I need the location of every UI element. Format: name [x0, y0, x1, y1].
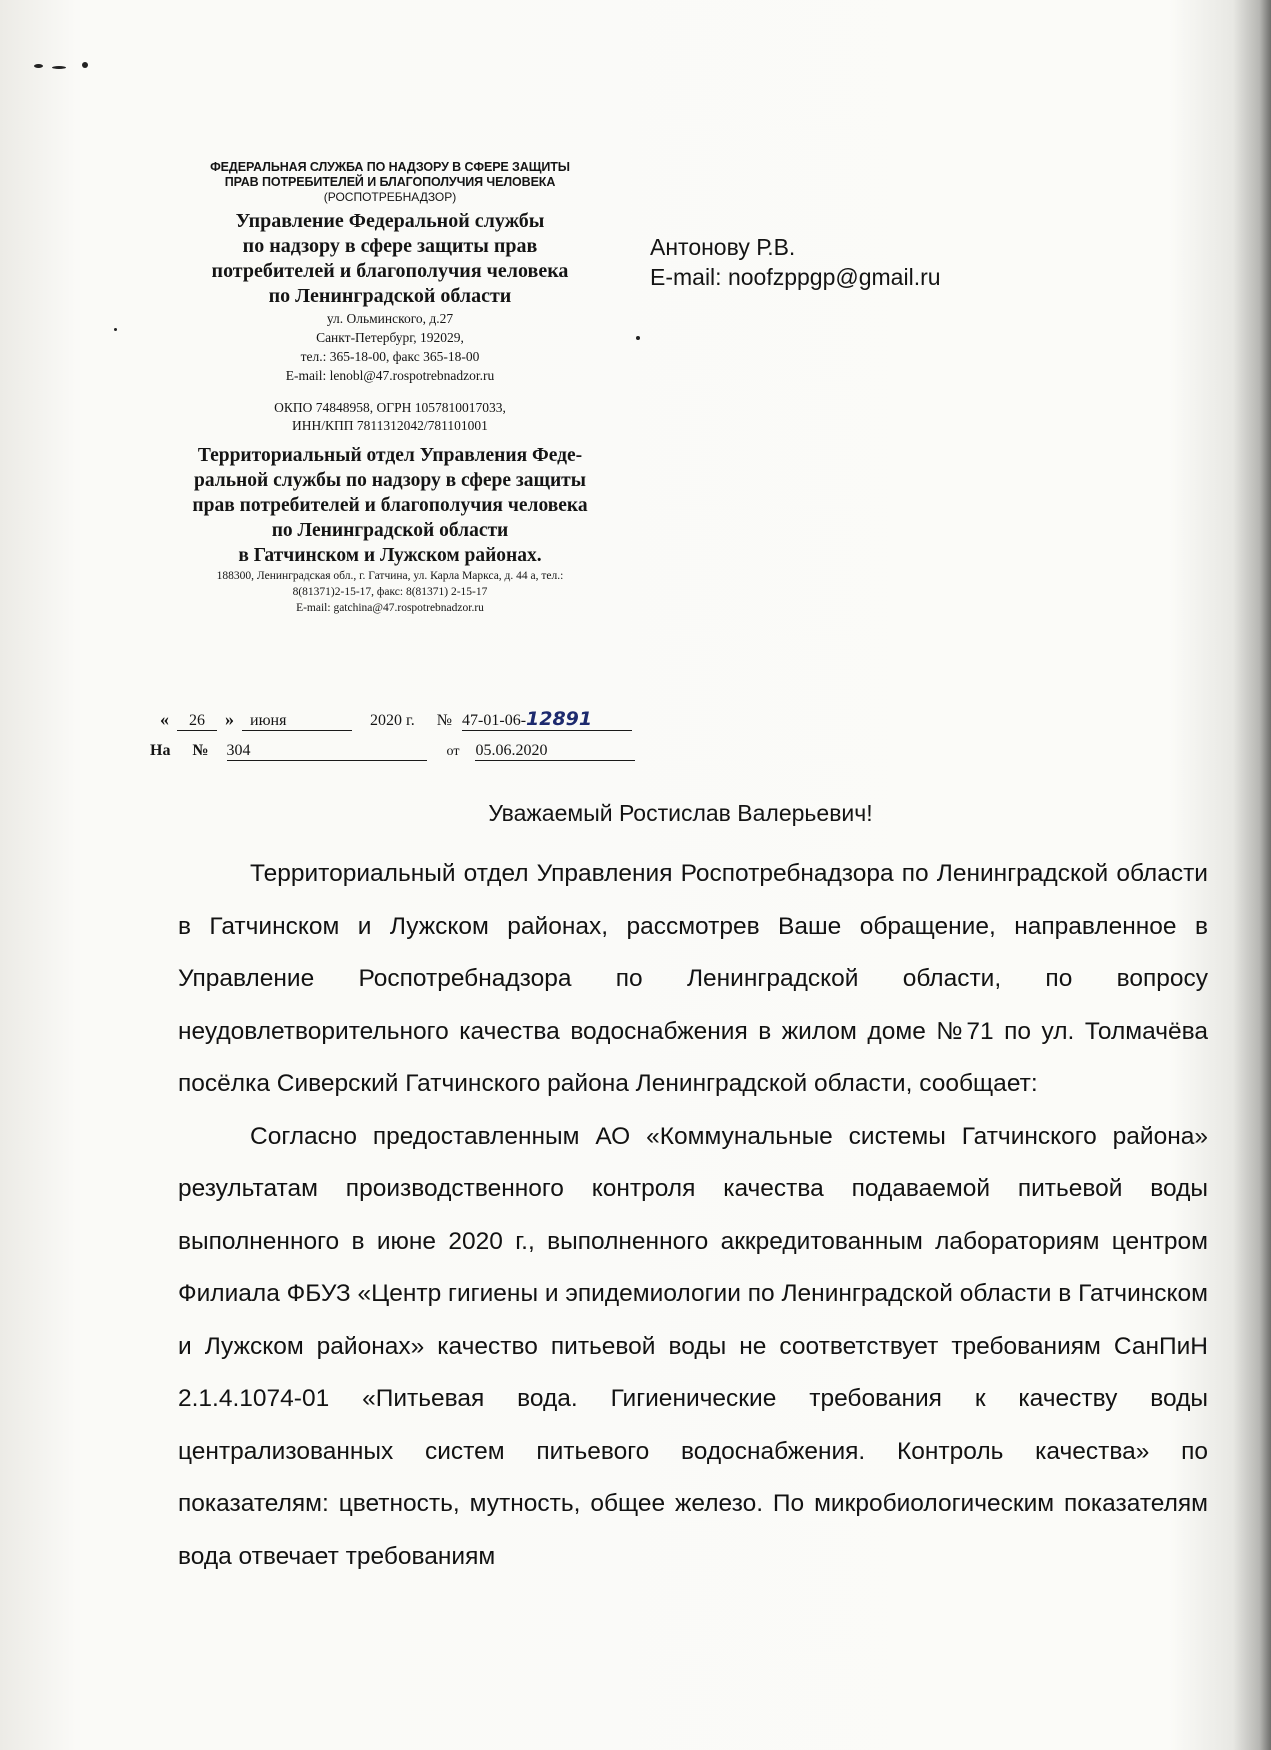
letterhead	[140, 160, 640, 616]
registration-ids	[140, 399, 640, 435]
letter-body	[178, 848, 1208, 1583]
scan-speck	[114, 328, 117, 331]
reference-row	[150, 742, 635, 761]
reference-date: 05.06.2020	[475, 742, 635, 761]
recipient-email: E-mail: noofzppgp@gmail.ru	[650, 264, 941, 290]
outgoing-number-prefix: 47-01-06-	[462, 712, 527, 729]
recipient-block	[650, 232, 941, 292]
reference-number: 304	[227, 742, 427, 761]
dept-line5: в Гатчинском и Лужском районах.	[238, 545, 542, 566]
dept-address-line1: 188300, Ленинградская обл., г. Гатчина, ул. Карла Маркса, д. 44 а, тел.:	[216, 570, 564, 582]
directorate-line4: по Ленинградской области	[268, 285, 512, 307]
recipient-name: Антонову Р.В.	[650, 234, 796, 260]
directorate-line3: потребителей и благополучия человека	[211, 260, 569, 282]
scan-speck	[52, 66, 66, 69]
greeting: Уважаемый Ростислав Валерьевич!	[488, 800, 873, 826]
address-phone: тел.: 365-18-00, факс 365-18-00	[300, 349, 480, 364]
date-quote-close: »	[225, 709, 234, 729]
handwritten-number: 12891	[526, 708, 593, 730]
scan-edge-shadow	[1233, 0, 1271, 1750]
department-name	[140, 443, 640, 568]
department-address	[140, 568, 640, 616]
outgoing-number-label: №	[436, 712, 453, 729]
agency-name-line2: ПРАВ ПОТРЕБИТЕЛЕЙ И БЛАГОПОЛУЧИЯ ЧЕЛОВЕКА	[224, 175, 556, 189]
directorate-address	[140, 309, 640, 385]
dept-email: E-mail: gatchina@47.rospotrebnadzor.ru	[296, 602, 484, 614]
body-paragraph-2: Согласно предоставленным АО «Коммунальные системы Гатчинского района» результатам производственного контроля качества подаваемой питьевой воды выполненного в июне 2020 г., выполненного аккредитованным лабораториям центром Филиала ФБУЗ «Центр гигиены и эпидемиологии по Ленинградской области в Гатчинском и Лужском районах» качество питьевой воды не соответствует требованиям СанПиН 2.1.4.1074-01 «Питьевая вода. Гигиенические требования к качеству воды централизованных систем питьевого водоснабжения. Контроль качества» по показателям: цветность, мутность, общее железо. По микробиологическим показателям вода отвечает требованиям	[178, 1122, 1208, 1570]
directorate-name	[140, 209, 640, 309]
ids-okpo-ogrn: ОКПО 74848958, ОГРН 1057810017033,	[274, 400, 506, 415]
date-month: июня	[242, 712, 352, 731]
address-email: E-mail: lenobl@47.rospotrebnadzor.ru	[285, 368, 495, 383]
scan-speck	[34, 64, 43, 68]
scan-speck	[82, 62, 88, 68]
dept-line2: ральной службы по надзору в сфере защиты	[194, 470, 586, 491]
date-year: 2020 г.	[370, 712, 415, 729]
body-paragraph-1: Территориальный отдел Управления Роспотребнадзора по Ленинградской области в Гатчинском и Лужском районах, рассмотрев Ваше обращение, направленное в Управление Роспотребнадзора по Ленинградской области, по вопросу неудовлетворительного качества водоснабжения в жилом доме №71 по ул. Толмачёва посёлка Сиверский Гатчинского района Ленинградской области, сообщает:	[178, 860, 1208, 1097]
ids-inn-kpp: ИНН/КПП 7811312042/781101001	[292, 418, 488, 433]
reference-number-label: №	[192, 742, 209, 759]
dept-line1: Территориальный отдел Управления Феде-	[197, 445, 583, 466]
directorate-line1: Управление Федеральной службы	[235, 210, 545, 232]
dept-line3: прав потребителей и благополучия человека	[192, 495, 588, 516]
dept-address-line2: 8(81371)2-15-17, факс: 8(81371) 2-15-17	[292, 586, 488, 598]
outgoing-number	[462, 708, 632, 731]
date-quote-open: «	[160, 709, 169, 729]
reference-na-label: На	[150, 742, 171, 759]
dept-line4: по Ленинградской области	[271, 520, 509, 541]
outgoing-date-row	[160, 708, 632, 731]
agency-abbreviation: (РОСПОТРЕБНАДЗОР)	[323, 190, 457, 204]
reference-from-label: от	[446, 744, 460, 759]
agency-name-line1: ФЕДЕРАЛЬНАЯ СЛУЖБА ПО НАДЗОРУ В СФЕРЕ ЗАЩИТЫ	[210, 160, 570, 174]
directorate-line2: по надзору в сфере защиты прав	[242, 235, 538, 257]
date-day: 26	[177, 712, 217, 731]
address-street: ул. Ольминского, д.27	[326, 311, 454, 326]
address-city: Санкт-Петербург, 192029,	[316, 330, 464, 345]
